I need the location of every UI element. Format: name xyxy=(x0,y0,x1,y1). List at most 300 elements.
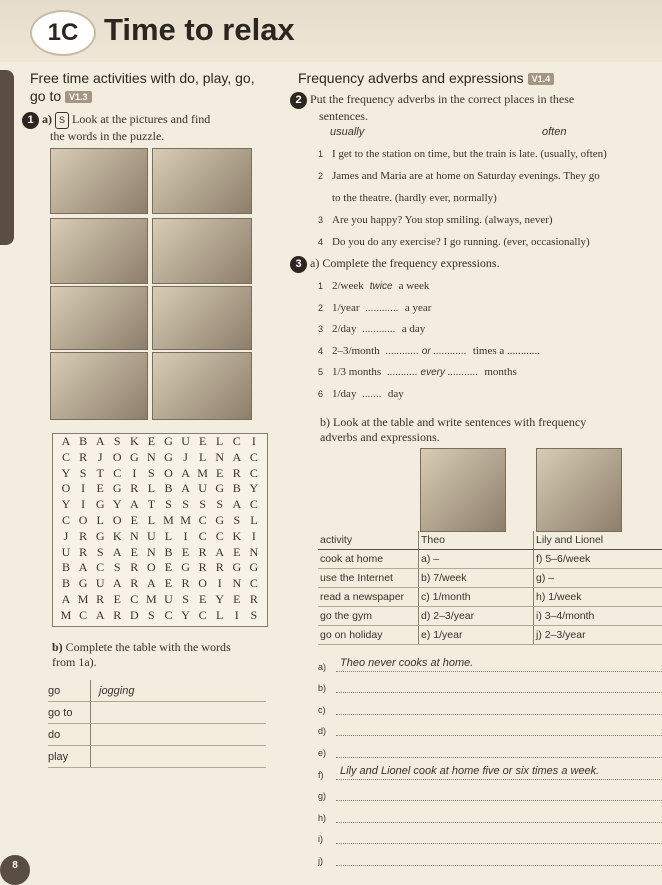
puzzle-letter: L xyxy=(213,608,227,624)
table-cell: d) 2–3/year xyxy=(419,607,534,626)
puzzle-letter: E xyxy=(127,513,141,529)
puzzle-row xyxy=(53,545,267,561)
frequency-table xyxy=(318,531,662,645)
table-header-cell: Lily and Lionel xyxy=(534,531,662,550)
item-text: 1/year xyxy=(332,302,359,314)
side-tab xyxy=(0,70,14,245)
answer-line xyxy=(318,715,662,737)
puzzle-letter: R xyxy=(76,545,90,561)
picture-cinema xyxy=(50,352,148,420)
puzzle-letter: L xyxy=(213,434,227,450)
puzzle-row xyxy=(53,529,267,545)
photo-theo xyxy=(420,448,506,532)
puzzle-letter: Y xyxy=(179,608,193,624)
exercise-3a-item xyxy=(318,384,662,406)
puzzle-letter: U xyxy=(59,545,73,561)
table-header-cell: Theo xyxy=(419,531,534,550)
hint-usually: usually xyxy=(330,126,364,138)
answer-label: f) xyxy=(318,770,336,780)
answer-line xyxy=(318,844,662,866)
item-text: 1/day xyxy=(332,388,356,400)
puzzle-letter: R xyxy=(127,560,141,576)
answer-text[interactable] xyxy=(336,743,662,758)
puzzle-letter: S xyxy=(144,608,158,624)
picture-yoga xyxy=(152,352,252,420)
item-text: 2–3/month xyxy=(332,345,380,357)
puzzle-letter: E xyxy=(230,545,244,561)
puzzle-letter: S xyxy=(110,434,124,450)
puzzle-letter: E xyxy=(196,434,210,450)
answer-line xyxy=(318,801,662,823)
puzzle-letter: G xyxy=(179,560,193,576)
puzzle-letter: G xyxy=(230,560,244,576)
exercise-2-items xyxy=(318,143,662,253)
puzzle-letter: N xyxy=(127,529,141,545)
puzzle-letter: R xyxy=(179,576,193,592)
item-rest: a day xyxy=(402,323,426,335)
exercise-2-item xyxy=(318,143,662,165)
puzzle-letter: C xyxy=(110,466,124,482)
puzzle-letter: A xyxy=(213,545,227,561)
answer-label: j) xyxy=(318,856,336,866)
puzzle-letter: I xyxy=(247,529,261,545)
puzzle-letter: A xyxy=(59,434,73,450)
puzzle-letter: I xyxy=(76,481,90,497)
table-cell: a) – xyxy=(419,550,534,569)
puzzle-letter: N xyxy=(213,450,227,466)
puzzle-letter: B xyxy=(59,560,73,576)
puzzle-letter: U xyxy=(179,434,193,450)
puzzle-letter: E xyxy=(230,592,244,608)
item-rest: a year xyxy=(405,302,432,314)
item-fill: ............ or ............ xyxy=(386,346,467,357)
item-fill: twice xyxy=(370,281,393,292)
puzzle-letter: O xyxy=(76,513,90,529)
puzzle-row xyxy=(53,576,267,592)
puzzle-letter: L xyxy=(144,513,158,529)
puzzle-letter: R xyxy=(93,592,107,608)
exercise-3b: b) Look at the table and write sentences with frequency adverbs and expressions. xyxy=(320,415,660,445)
puzzle-letter: R xyxy=(76,529,90,545)
table-cell: cook at home xyxy=(318,550,419,569)
table-cell: use the Internet xyxy=(318,569,419,588)
picture-museum xyxy=(152,148,252,214)
exercise-3a: 3 a) Complete the frequency expressions. xyxy=(290,256,655,273)
puzzle-letter: R xyxy=(127,481,141,497)
answer-line xyxy=(318,672,662,694)
item-rest: a week xyxy=(399,280,430,292)
puzzle-row xyxy=(53,481,267,497)
item-rest: day xyxy=(388,388,404,400)
puzzle-letter: L xyxy=(93,513,107,529)
puzzle-letter: J xyxy=(93,450,107,466)
puzzle-letter: Y xyxy=(59,466,73,482)
puzzle-letter: K xyxy=(110,529,124,545)
puzzle-letter: G xyxy=(213,481,227,497)
item-fill: ........... every ........... xyxy=(387,367,478,378)
item-fill: ....... xyxy=(362,389,381,400)
puzzle-row xyxy=(53,560,267,576)
puzzle-letter: N xyxy=(247,545,261,561)
table-row xyxy=(318,569,662,588)
puzzle-letter: M xyxy=(76,592,90,608)
puzzle-row xyxy=(53,497,267,513)
puzzle-letter: N xyxy=(144,450,158,466)
puzzle-letter: G xyxy=(161,450,175,466)
table-cell: h) 1/week xyxy=(534,588,662,607)
puzzle-letter: G xyxy=(76,576,90,592)
puzzle-row xyxy=(53,513,267,529)
puzzle-letter: R xyxy=(76,450,90,466)
table-row xyxy=(318,550,662,569)
puzzle-letter: I xyxy=(213,576,227,592)
exercise-2-item xyxy=(318,165,662,187)
answer-text[interactable] xyxy=(336,829,662,844)
answer-line xyxy=(318,650,662,672)
puzzle-letter: E xyxy=(161,576,175,592)
puzzle-letter: L xyxy=(161,529,175,545)
picture-gym xyxy=(152,286,252,350)
picture-cards xyxy=(152,218,252,284)
puzzle-letter: C xyxy=(196,529,210,545)
activity-table-row xyxy=(48,680,266,702)
puzzle-letter: M xyxy=(161,513,175,529)
table-header-cell: activity xyxy=(318,531,419,550)
puzzle-letter: S xyxy=(179,592,193,608)
puzzle-letter: B xyxy=(230,481,244,497)
puzzle-letter: B xyxy=(161,481,175,497)
page-number: 8 xyxy=(0,855,30,885)
puzzle-letter: S xyxy=(161,497,175,513)
answer-label: e) xyxy=(318,748,336,758)
puzzle-letter: O xyxy=(59,481,73,497)
item-text: James and Maria are at home on Saturday evenings. They go xyxy=(332,170,600,182)
puzzle-letter: T xyxy=(93,466,107,482)
puzzle-letter: L xyxy=(144,481,158,497)
answer-label: b) xyxy=(318,683,336,693)
item-number: 1 xyxy=(318,143,332,165)
puzzle-letter: O xyxy=(110,513,124,529)
exercise-1b: b) Complete the table with the words from 1a). xyxy=(52,640,272,670)
puzzle-letter: C xyxy=(196,513,210,529)
puzzle-letter: C xyxy=(230,434,244,450)
answer-label: d) xyxy=(318,726,336,736)
item-text: 2/day xyxy=(332,323,356,335)
table-cell: go the gym xyxy=(318,607,419,626)
puzzle-letter: C xyxy=(247,466,261,482)
puzzle-letter: C xyxy=(59,450,73,466)
verb-cell: play xyxy=(48,746,91,767)
puzzle-letter: A xyxy=(93,434,107,450)
item-number: 5 xyxy=(318,362,332,384)
item-number: 2 xyxy=(318,165,332,187)
puzzle-letter: U xyxy=(144,529,158,545)
puzzle-letter: M xyxy=(179,513,193,529)
puzzle-row xyxy=(53,450,267,466)
item-number: 3 xyxy=(318,209,332,231)
puzzle-letter: R xyxy=(127,576,141,592)
answer-label: i) xyxy=(318,834,336,844)
puzzle-letter: U xyxy=(196,481,210,497)
picture-running xyxy=(50,148,148,214)
puzzle-letter: E xyxy=(179,545,193,561)
puzzle-letter: I xyxy=(247,434,261,450)
puzzle-letter: I xyxy=(76,497,90,513)
puzzle-letter: U xyxy=(161,592,175,608)
puzzle-letter: A xyxy=(76,560,90,576)
table-cell: f) 5–6/week xyxy=(534,550,662,569)
puzzle-letter: A xyxy=(144,576,158,592)
activity-table-row xyxy=(48,702,266,724)
puzzle-letter: C xyxy=(196,608,210,624)
puzzle-letter: D xyxy=(127,608,141,624)
table-header-row xyxy=(318,531,662,550)
puzzle-row xyxy=(53,608,267,624)
puzzle-letter: L xyxy=(196,450,210,466)
puzzle-letter: C xyxy=(161,608,175,624)
picture-cycling xyxy=(50,286,148,350)
table-cell: e) 1/year xyxy=(419,626,534,645)
puzzle-letter: G xyxy=(93,529,107,545)
puzzle-letter: O xyxy=(110,450,124,466)
puzzle-letter: B xyxy=(76,434,90,450)
puzzle-letter: S xyxy=(247,608,261,624)
right-section-title: Frequency adverbs and expressions V1.4 xyxy=(298,70,554,86)
puzzle-letter: S xyxy=(213,497,227,513)
item-rest: months xyxy=(484,366,516,378)
item-text: Do you do any exercise? I go running. (ever, occasionally) xyxy=(332,236,590,248)
puzzle-letter: C xyxy=(93,560,107,576)
puzzle-letter: A xyxy=(179,466,193,482)
puzzle-letter: C xyxy=(127,592,141,608)
table-row xyxy=(318,607,662,626)
puzzle-letter: O xyxy=(161,466,175,482)
puzzle-letter: A xyxy=(179,481,193,497)
answer-lines xyxy=(318,650,662,866)
exercise-2-item xyxy=(318,209,662,231)
table-cell: b) 7/week xyxy=(419,569,534,588)
exercise-2-item xyxy=(318,231,662,253)
answer-text[interactable] xyxy=(336,678,662,693)
puzzle-letter: N xyxy=(144,545,158,561)
puzzle-letter: T xyxy=(144,497,158,513)
item-number: 6 xyxy=(318,384,332,406)
answer-text[interactable] xyxy=(336,786,662,801)
puzzle-letter: E xyxy=(110,592,124,608)
answer-text[interactable] xyxy=(336,808,662,823)
puzzle-letter: B xyxy=(161,545,175,561)
puzzle-letter: R xyxy=(213,560,227,576)
item-text: I get to the station on time, but the train is late. (usually, often) xyxy=(332,148,607,160)
puzzle-letter: S xyxy=(93,545,107,561)
table-cell: c) 1/month xyxy=(419,588,534,607)
header-band xyxy=(0,0,662,62)
puzzle-letter: J xyxy=(179,450,193,466)
exercise-2: 2 Put the frequency adverbs in the correct places in these sentences. xyxy=(290,92,655,124)
puzzle-letter: A xyxy=(110,545,124,561)
answer-text[interactable]: Theo never cooks at home. xyxy=(336,657,662,672)
answer-label: g) xyxy=(318,791,336,801)
page-title: Time to relax xyxy=(104,12,295,48)
speaking-icon: S xyxy=(55,112,69,129)
puzzle-letter: B xyxy=(59,576,73,592)
answer-line xyxy=(318,758,662,780)
puzzle-letter: A xyxy=(127,497,141,513)
answer-text[interactable] xyxy=(336,700,662,715)
puzzle-letter: E xyxy=(144,434,158,450)
puzzle-letter: C xyxy=(59,513,73,529)
vocab-tag: V1.4 xyxy=(528,73,555,85)
item-text: to the theatre. (hardly ever, normally) xyxy=(332,192,497,204)
answer-line xyxy=(318,823,662,845)
answer-cell: jogging xyxy=(91,685,134,697)
puzzle-letter: E xyxy=(127,545,141,561)
item-number: 3 xyxy=(318,319,332,341)
puzzle-letter: A xyxy=(230,450,244,466)
puzzle-letter: G xyxy=(213,513,227,529)
exercise-2-item xyxy=(318,187,662,209)
exercise-1a: 1 a) S Look at the pictures and find the words in the puzzle. xyxy=(22,112,262,144)
puzzle-letter: Y xyxy=(213,592,227,608)
photo-lily-and-lionel xyxy=(536,448,622,532)
puzzle-letter: R xyxy=(110,608,124,624)
puzzle-letter: C xyxy=(247,450,261,466)
puzzle-letter: E xyxy=(93,481,107,497)
puzzle-letter: O xyxy=(144,560,158,576)
puzzle-row xyxy=(53,434,267,450)
unit-badge: 1C xyxy=(30,10,96,56)
answer-label: c) xyxy=(318,705,336,715)
puzzle-row xyxy=(53,592,267,608)
puzzle-letter: S xyxy=(196,497,210,513)
puzzle-letter: S xyxy=(110,560,124,576)
puzzle-letter: I xyxy=(179,529,193,545)
answer-line xyxy=(318,780,662,802)
table-cell: go on holiday xyxy=(318,626,419,645)
left-section-title: Free time activities with do, play, go, xyxy=(30,70,255,86)
exercise-3a-items xyxy=(318,276,662,406)
puzzle-letter: R xyxy=(196,545,210,561)
answer-text[interactable] xyxy=(336,851,662,866)
word-search-puzzle xyxy=(52,433,268,627)
item-number: 1 xyxy=(318,276,332,298)
answer-text[interactable]: Lily and Lionel cook at home five or six times a week. xyxy=(336,765,662,780)
table-cell: j) 2–3/year xyxy=(534,626,662,645)
puzzle-letter: L xyxy=(247,513,261,529)
item-fill: ............ xyxy=(362,324,395,335)
puzzle-letter: G xyxy=(127,450,141,466)
puzzle-letter: R xyxy=(230,466,244,482)
puzzle-letter: K xyxy=(230,529,244,545)
verb-cell: go xyxy=(48,680,91,701)
hint-often: often xyxy=(542,126,566,138)
item-rest: times a ............ xyxy=(473,345,540,357)
activity-table-row xyxy=(48,724,266,746)
puzzle-letter: R xyxy=(247,592,261,608)
picture-table-tennis xyxy=(50,218,148,284)
puzzle-letter: C xyxy=(76,608,90,624)
exercise-3a-item xyxy=(318,276,662,298)
puzzle-letter: S xyxy=(144,466,158,482)
exercise-3a-item xyxy=(318,362,662,384)
answer-text[interactable] xyxy=(336,721,662,736)
item-number: 2 xyxy=(318,298,332,320)
verb-cell: go to xyxy=(48,702,91,723)
puzzle-letter: S xyxy=(230,513,244,529)
puzzle-letter: M xyxy=(59,608,73,624)
puzzle-letter: J xyxy=(59,529,73,545)
exercise-number: 3 xyxy=(290,256,307,273)
puzzle-letter: M xyxy=(196,466,210,482)
table-row xyxy=(318,626,662,645)
puzzle-letter: Y xyxy=(110,497,124,513)
item-text: 2/week xyxy=(332,280,364,292)
puzzle-letter: E xyxy=(213,466,227,482)
answer-label: a) xyxy=(318,662,336,672)
puzzle-letter: C xyxy=(247,576,261,592)
puzzle-letter: A xyxy=(230,497,244,513)
left-section-title-line2: go to V1.3 xyxy=(30,88,92,104)
puzzle-letter: A xyxy=(93,608,107,624)
puzzle-letter: I xyxy=(230,608,244,624)
puzzle-letter: E xyxy=(196,592,210,608)
puzzle-letter: M xyxy=(144,592,158,608)
puzzle-letter: E xyxy=(161,560,175,576)
activity-table-row xyxy=(48,746,266,768)
puzzle-letter: U xyxy=(93,576,107,592)
table-row xyxy=(318,588,662,607)
puzzle-letter: Y xyxy=(247,481,261,497)
item-fill: ............ xyxy=(365,303,398,314)
puzzle-letter: A xyxy=(59,592,73,608)
puzzle-letter: G xyxy=(161,434,175,450)
answer-label: h) xyxy=(318,813,336,823)
exercise-3a-item xyxy=(318,298,662,320)
answer-line xyxy=(318,693,662,715)
item-number: 4 xyxy=(318,341,332,363)
puzzle-letter: C xyxy=(247,497,261,513)
item-text: Are you happy? You stop smiling. (always, never) xyxy=(332,214,553,226)
vocab-tag: V1.3 xyxy=(65,91,92,103)
exercise-3a-item xyxy=(318,319,662,341)
verb-cell: do xyxy=(48,724,91,745)
table-cell: i) 3–4/month xyxy=(534,607,662,626)
puzzle-letter: K xyxy=(127,434,141,450)
puzzle-letter: I xyxy=(127,466,141,482)
puzzle-letter: N xyxy=(230,576,244,592)
puzzle-row xyxy=(53,466,267,482)
puzzle-letter: R xyxy=(196,560,210,576)
item-text: 1/3 months xyxy=(332,366,381,378)
item-number: 4 xyxy=(318,231,332,253)
puzzle-letter: O xyxy=(196,576,210,592)
puzzle-letter: A xyxy=(110,576,124,592)
puzzle-letter: S xyxy=(76,466,90,482)
puzzle-letter: G xyxy=(93,497,107,513)
puzzle-letter: C xyxy=(213,529,227,545)
exercise-number: 2 xyxy=(290,92,307,109)
answer-line xyxy=(318,736,662,758)
puzzle-letter: G xyxy=(247,560,261,576)
exercise-3a-item xyxy=(318,341,662,363)
exercise-number: 1 xyxy=(22,112,39,129)
table-cell: g) – xyxy=(534,569,662,588)
puzzle-letter: S xyxy=(179,497,193,513)
puzzle-letter: G xyxy=(110,481,124,497)
puzzle-letter: Y xyxy=(59,497,73,513)
activity-table xyxy=(48,680,266,768)
table-cell: read a newspaper xyxy=(318,588,419,607)
